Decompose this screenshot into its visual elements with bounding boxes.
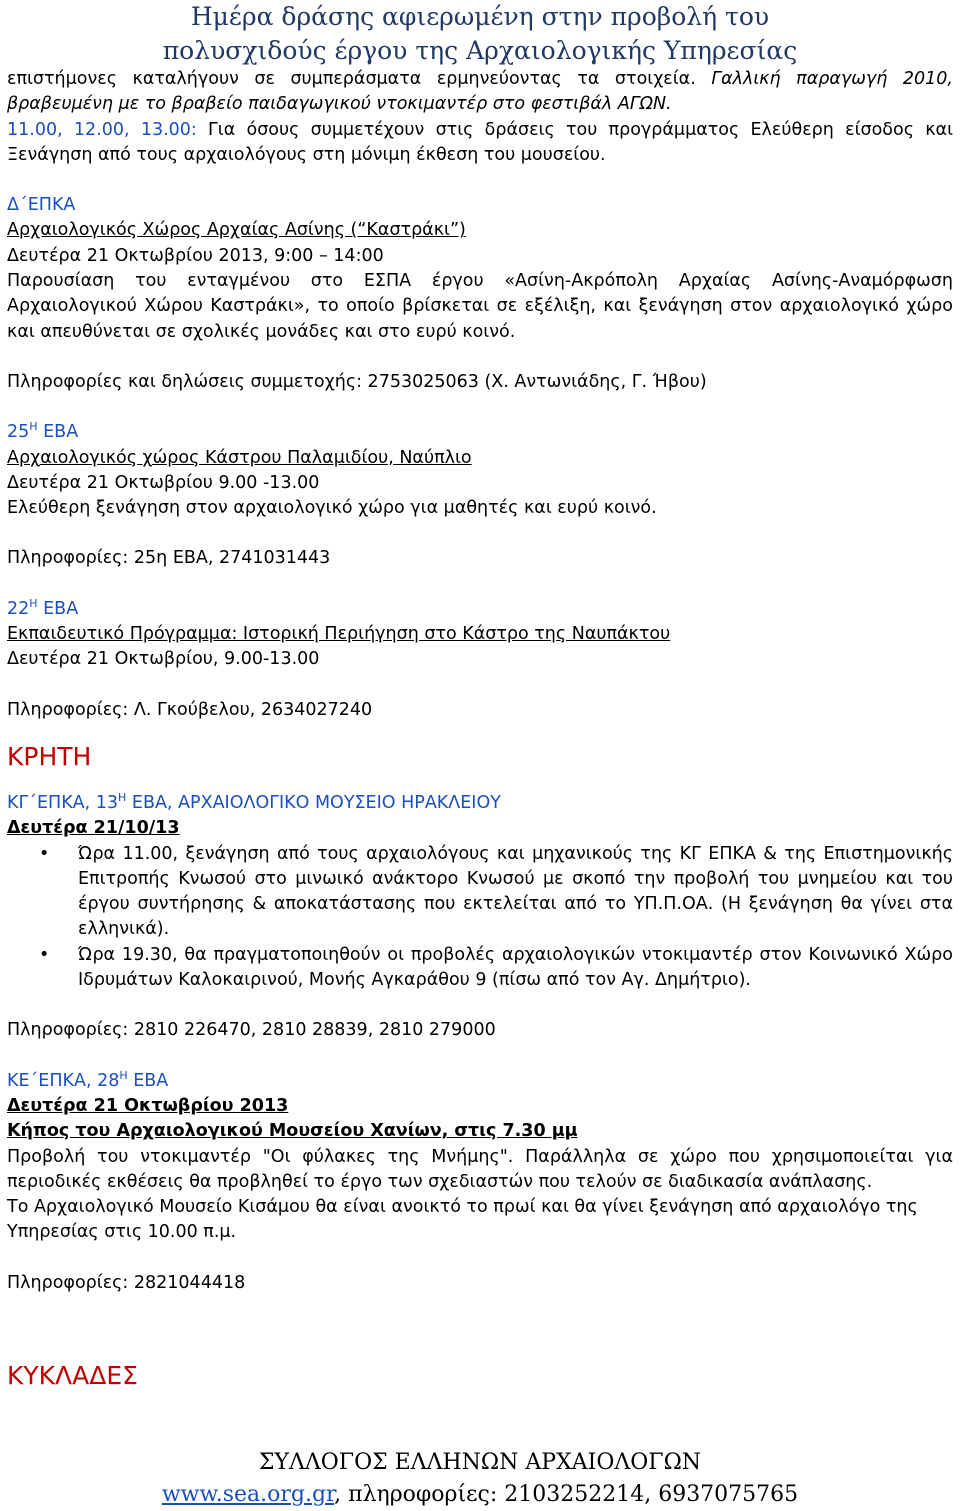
ke-epka-kisamos: Το Αρχαιολογικό Μουσείο Κισάμου θα είναι ανοικτό το πρωί και θα γίνει ξενάγηση από αρχαιολόγο της Υπηρεσίας στις 10.00 π.μ. bbox=[7, 1197, 918, 1243]
eba25-info: Πληροφορίες: 25η ΕΒΑ, 2741031443 bbox=[7, 548, 331, 569]
ke-epka-info: Πληροφορίες: 2821044418 bbox=[7, 1272, 246, 1293]
region-crete-heading: ΚΡΗΤΗ bbox=[7, 741, 92, 771]
eba22-title: $22^H$ ΕΒΑ bbox=[7, 596, 79, 619]
intro-paragraph bbox=[7, 67, 953, 118]
eba25-site: Αρχαιολογικός χώρος Κάστρου Παλαμιδίου, Ναύπλιο bbox=[7, 447, 472, 468]
eba22-program: Εκπαιδευτικό Πρόγραμμα: Ιστορική Περιήγηση στο Κάστρο της Ναυπάκτου bbox=[7, 624, 671, 645]
footer-contact-line bbox=[0, 1479, 960, 1511]
footer-website-link[interactable]: www.sea.org.gr bbox=[161, 1482, 335, 1507]
intro-times: 11.00, 12.00, 13.00: bbox=[7, 119, 197, 140]
d-epka-info: Πληροφορίες και δηλώσεις συμμετοχής: 2753025063 (Χ. Αντωνιάδης, Γ. Ήβου) bbox=[7, 371, 707, 392]
page-footer bbox=[0, 1447, 960, 1511]
d-epka-date: Δευτέρα 21 Οκτωβρίου 2013, 9:00 – 14:00 bbox=[7, 245, 384, 266]
list-item: • Ώρα 11.00, ξενάγηση από τους αρχαιολόγους και μηχανικούς της ΚΓ ΕΠΚΑ & της Επιστημονικής Επιτροπής Κνωσού στο μινωικό ανάκτορο Κνωσού με σκοπό την προβολή του μνημείου και του έργου συντήρησης & αποκατάστασης που εκτελείται από το ΥΠ.Π.ΟΑ. (Η ξενάγηση θα γίνει στα ελληνικά). bbox=[39, 843, 953, 940]
bullet-icon: • bbox=[39, 944, 50, 965]
eba22-date: Δευτέρα 21 Οκτωβρίου, 9.00-13.00 bbox=[7, 649, 320, 670]
footer-contact-info: , πληροφορίες: 2103252214, 6937075765 bbox=[334, 1482, 799, 1507]
kg-epka-title: ΚΓ΄ΕΠΚΑ, $13^H$ ΕΒΑ, ΑΡΧΑΙΟΛΟΓΙΚΟ ΜΟΥΣΕΙΟ ΗΡΑΚΛΕΙΟΥ bbox=[7, 791, 501, 813]
intro-text: επιστήμονες καταλήγουν σε συμπεράσματα ερμηνεύοντας τα στοιχεία. bbox=[7, 69, 712, 89]
page-header bbox=[0, 0, 960, 68]
d-epka-description: Παρουσίαση του ενταγμένου στο ΕΣΠΑ έργου «Ασίνη-Ακρόπολη Αρχαίας Ασίνης-Αναμόρφωση Αρχαιολογικού Χώρου Καστράκι», το οποίο βρίσκεται σε εξέλιξη, και ξενάγηση στον αρχαιολογικό χώρο και απευθύνεται σε σχολικές μονάδες και στο ευρύ κοινό. bbox=[7, 271, 953, 342]
eba25-date: Δευτέρα 21 Οκτωβρίου 9.00 -13.00 bbox=[7, 472, 320, 493]
ke-epka-date: Δευτέρα 21 Οκτωβρίου 2013 bbox=[7, 1095, 289, 1116]
footer-org: ΣΥΛΛΟΓΟΣ ΕΛΛΗΝΩΝ ΑΡΧΑΙΟΛΟΓΩΝ bbox=[258, 1450, 702, 1475]
kg-epka-info: Πληροφορίες: 2810 226470, 2810 28839, 2810 279000 bbox=[7, 1020, 496, 1041]
eba22-info: Πληροφορίες: Λ. Γκούβελου, 2634027240 bbox=[7, 699, 373, 720]
d-epka-title: Δ΄ΕΠΚΑ bbox=[7, 195, 76, 216]
ke-epka-title: ΚΕ΄ΕΠΚΑ, $28^H$ ΕΒΑ bbox=[7, 1068, 169, 1091]
header-title-line1: Ημέρα δράσης αφιερωμένη στην προβολή του bbox=[190, 2, 770, 31]
intro-schedule-text: Για όσους συμμετέχουν στις δράσεις του προγράμματος Ελεύθερη είσοδος και Ξενάγηση από τους αρχαιολόγους στη μόνιμη έκθεση του μουσείου. bbox=[7, 119, 953, 165]
ke-epka-description: Προβολή του ντοκιμαντέρ "Οι φύλακες της Μνήμης". Παράλληλα σε χώρο που χρησιμοποιείται για περιοδικές εκθέσεις θα προβληθεί το έργο των σχεδιαστών που τελούν σε διαδικασία ανάπλασης. bbox=[7, 1146, 953, 1192]
eba25-title: $25^H$ ΕΒΑ bbox=[7, 420, 79, 443]
region-cyclades-heading: ΚΥΚΛΑΔΕΣ bbox=[7, 1360, 138, 1390]
header-title-line2: πολυσχιδούς έργου της Αρχαιολογικής Υπηρεσίας bbox=[162, 36, 798, 65]
document-body bbox=[7, 67, 953, 1392]
d-epka-site: Αρχαιολογικός Χώρος Αρχαίας Ασίνης (“Καστράκι”) bbox=[7, 220, 466, 241]
ke-epka-place: Κήπος του Αρχαιολογικού Μουσείου Χανίων, στις 7.30 μμ bbox=[7, 1121, 578, 1142]
eba25-description: Ελεύθερη ξενάγηση στον αρχαιολογικό χώρο για μαθητές και ευρύ κοινό. bbox=[7, 498, 657, 519]
bullet-icon: • bbox=[39, 843, 50, 864]
intro-award-text: Γαλλική παραγωγή 2010, βραβευμένη με το βραβείο παιδαγωγικού ντοκιμαντέρ στο φεστιβάλ ΑΓΩΝ. bbox=[7, 69, 953, 115]
kg-epka-event-list bbox=[7, 842, 953, 994]
kg-epka-date: Δευτέρα 21/10/13 bbox=[7, 818, 180, 839]
list-item: • Ώρα 19.30, θα πραγματοποιηθούν οι προβολές αρχαιολογικών ντοκιμαντέρ στον Κοινωνικό Χώρο Ιδρυμάτων Καλοκαιρινού, Μονής Αγκαράθου 9 (πίσω από τον Αγ. Δημήτριο). bbox=[39, 944, 953, 991]
intro-schedule-paragraph bbox=[7, 118, 953, 169]
